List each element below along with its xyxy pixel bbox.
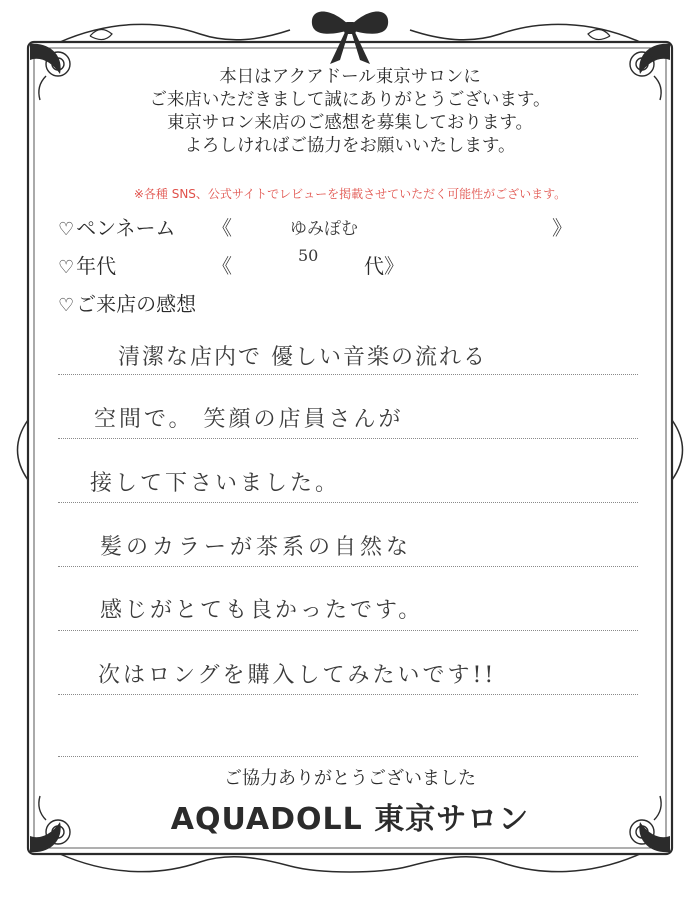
age-field [58, 250, 116, 279]
pen-name-close-bracket: 》 [552, 216, 572, 240]
ruled-line [58, 374, 638, 375]
age-label: 年代 [76, 254, 117, 278]
impression-line: 髪のカラーが茶系の自然な [100, 535, 413, 560]
intro-line: ご来店いただきまして誠にありがとうございます。 [149, 90, 551, 110]
age-open-bracket: 《 [212, 254, 232, 278]
impression-line: 空間で。 笑顔の店員さんが [94, 407, 404, 432]
pen-name-value: ゆみぽむ [290, 219, 358, 239]
bow-ornament-icon [312, 12, 388, 65]
intro-line: よろしければご協力をお願いいたします。 [184, 136, 516, 156]
age-suffix: 代》 [364, 254, 404, 278]
pen-name-label: ペンネーム [76, 216, 176, 240]
heart-icon: ♡ [58, 257, 75, 278]
impression-line: 感じがとても良かったです。 [100, 598, 424, 623]
ruled-line [58, 502, 638, 503]
impression-line: 次はロングを購入してみたいです!! [98, 663, 497, 688]
heart-icon: ♡ [58, 295, 75, 316]
intro-message [60, 66, 640, 158]
intro-line: 東京サロン来店のご感想を募集しております。 [166, 113, 534, 133]
heart-icon: ♡ [58, 219, 75, 240]
ruled-line [58, 694, 638, 695]
pen-name-field [58, 212, 176, 241]
review-notice: ※各種 SNS、公式サイトでレビューを掲載させていただく可能性がございます。 [133, 187, 567, 201]
impression-line: 清潔な店内で 優しい音楽の流れる [118, 345, 487, 370]
ruled-line [58, 630, 638, 631]
pen-name-open-bracket: 《 [212, 216, 232, 240]
age-value: 50 [298, 246, 319, 265]
impression-line: 接して下さいました。 [90, 471, 341, 496]
ruled-line [58, 566, 638, 567]
impression-field [58, 288, 196, 317]
intro-line: 本日はアクアドール東京サロンに [219, 67, 481, 87]
impression-label: ご来店の感想 [76, 292, 197, 316]
ruled-line [58, 438, 638, 439]
brand-logo-text: AQUADOLL 東京サロン [170, 802, 530, 837]
closing-message: ご協力ありがとうございました [224, 768, 476, 789]
ruled-line [58, 756, 638, 757]
